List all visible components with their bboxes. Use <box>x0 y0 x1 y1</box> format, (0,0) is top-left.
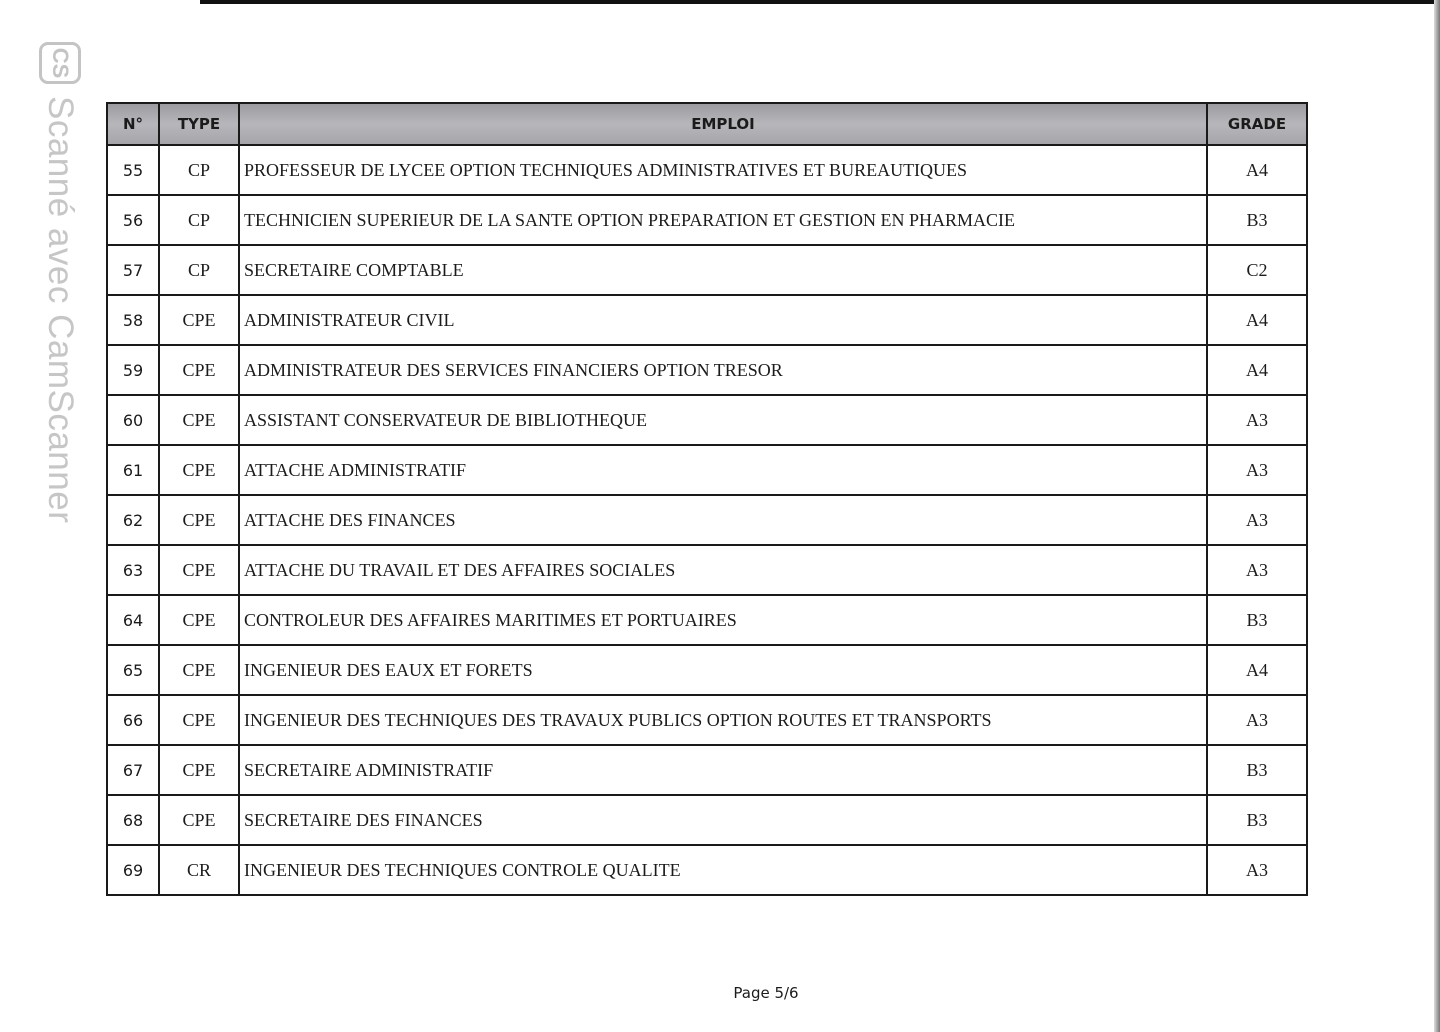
cell-grade: A4 <box>1207 295 1307 345</box>
table-row <box>107 695 1307 745</box>
cell-no: 68 <box>107 795 159 845</box>
cell-type: CP <box>159 145 239 195</box>
watermark-text: Scanné avec CamScanner <box>41 96 80 524</box>
cell-no: 69 <box>107 845 159 895</box>
cell-emploi: CONTROLEUR DES AFFAIRES MARITIMES ET PORTUAIRES <box>239 595 1207 645</box>
table-row <box>107 395 1307 445</box>
cell-grade: B3 <box>1207 795 1307 845</box>
header-emploi: EMPLOI <box>239 103 1207 145</box>
cell-grade: B3 <box>1207 745 1307 795</box>
cell-no: 67 <box>107 745 159 795</box>
cell-grade: A3 <box>1207 545 1307 595</box>
scan-top-edge <box>200 0 1440 4</box>
cell-type: CPE <box>159 495 239 545</box>
cell-grade: A3 <box>1207 445 1307 495</box>
cell-emploi: SECRETAIRE COMPTABLE <box>239 245 1207 295</box>
table-row <box>107 545 1307 595</box>
header-type: TYPE <box>159 103 239 145</box>
cell-emploi: SECRETAIRE ADMINISTRATIF <box>239 745 1207 795</box>
table-row <box>107 345 1307 395</box>
scan-right-edge <box>1434 0 1440 1032</box>
cell-emploi: ADMINISTRATEUR DES SERVICES FINANCIERS OPTION TRESOR <box>239 345 1207 395</box>
cell-type: CP <box>159 245 239 295</box>
table-row <box>107 645 1307 695</box>
cell-grade: A3 <box>1207 845 1307 895</box>
cell-no: 65 <box>107 645 159 695</box>
cell-emploi: ATTACHE DES FINANCES <box>239 495 1207 545</box>
cell-grade: C2 <box>1207 245 1307 295</box>
table-row <box>107 495 1307 545</box>
cell-type: CPE <box>159 445 239 495</box>
cell-type: CPE <box>159 345 239 395</box>
table-row <box>107 295 1307 345</box>
table-row <box>107 595 1307 645</box>
cell-no: 59 <box>107 345 159 395</box>
table-row <box>107 795 1307 845</box>
cell-grade: A3 <box>1207 495 1307 545</box>
cell-type: CPE <box>159 645 239 695</box>
cell-emploi: TECHNICIEN SUPERIEUR DE LA SANTE OPTION PREPARATION ET GESTION EN PHARMACIE <box>239 195 1207 245</box>
cell-grade: A4 <box>1207 345 1307 395</box>
header-no: N° <box>107 103 159 145</box>
cell-no: 66 <box>107 695 159 745</box>
cell-emploi: PROFESSEUR DE LYCEE OPTION TECHNIQUES ADMINISTRATIVES ET BUREAUTIQUES <box>239 145 1207 195</box>
cell-emploi: ATTACHE DU TRAVAIL ET DES AFFAIRES SOCIALES <box>239 545 1207 595</box>
cell-no: 61 <box>107 445 159 495</box>
cell-type: CPE <box>159 545 239 595</box>
cell-no: 63 <box>107 545 159 595</box>
cell-grade: A4 <box>1207 645 1307 695</box>
cell-type: CPE <box>159 695 239 745</box>
table-row <box>107 745 1307 795</box>
cell-type: CPE <box>159 595 239 645</box>
table-row <box>107 195 1307 245</box>
cell-emploi: INGENIEUR DES TECHNIQUES CONTROLE QUALITE <box>239 845 1207 895</box>
cell-no: 60 <box>107 395 159 445</box>
cell-grade: A4 <box>1207 145 1307 195</box>
cell-emploi: ASSISTANT CONSERVATEUR DE BIBLIOTHEQUE <box>239 395 1207 445</box>
cell-type: CPE <box>159 395 239 445</box>
cell-no: 62 <box>107 495 159 545</box>
cell-grade: A3 <box>1207 395 1307 445</box>
cell-type: CPE <box>159 745 239 795</box>
cell-grade: B3 <box>1207 595 1307 645</box>
cell-emploi: INGENIEUR DES EAUX ET FORETS <box>239 645 1207 695</box>
cell-no: 56 <box>107 195 159 245</box>
table-row <box>107 245 1307 295</box>
cell-emploi: INGENIEUR DES TECHNIQUES DES TRAVAUX PUBLICS OPTION ROUTES ET TRANSPORTS <box>239 695 1207 745</box>
cell-grade: A3 <box>1207 695 1307 745</box>
cell-no: 58 <box>107 295 159 345</box>
table-row <box>107 845 1307 895</box>
table-header-row <box>107 103 1307 145</box>
cell-grade: B3 <box>1207 195 1307 245</box>
cell-no: 55 <box>107 145 159 195</box>
cell-type: CPE <box>159 295 239 345</box>
cell-type: CPE <box>159 795 239 845</box>
page-number: Page 5/6 <box>733 984 799 1002</box>
cell-emploi: SECRETAIRE DES FINANCES <box>239 795 1207 845</box>
cell-no: 64 <box>107 595 159 645</box>
cell-type: CP <box>159 195 239 245</box>
camscanner-logo-icon: CS <box>39 42 81 84</box>
cell-emploi: ATTACHE ADMINISTRATIF <box>239 445 1207 495</box>
table-row <box>107 145 1307 195</box>
cell-type: CR <box>159 845 239 895</box>
header-grade: GRADE <box>1207 103 1307 145</box>
table-row <box>107 445 1307 495</box>
camscanner-watermark <box>36 42 84 523</box>
cell-emploi: ADMINISTRATEUR CIVIL <box>239 295 1207 345</box>
cell-no: 57 <box>107 245 159 295</box>
job-table <box>106 102 1308 896</box>
